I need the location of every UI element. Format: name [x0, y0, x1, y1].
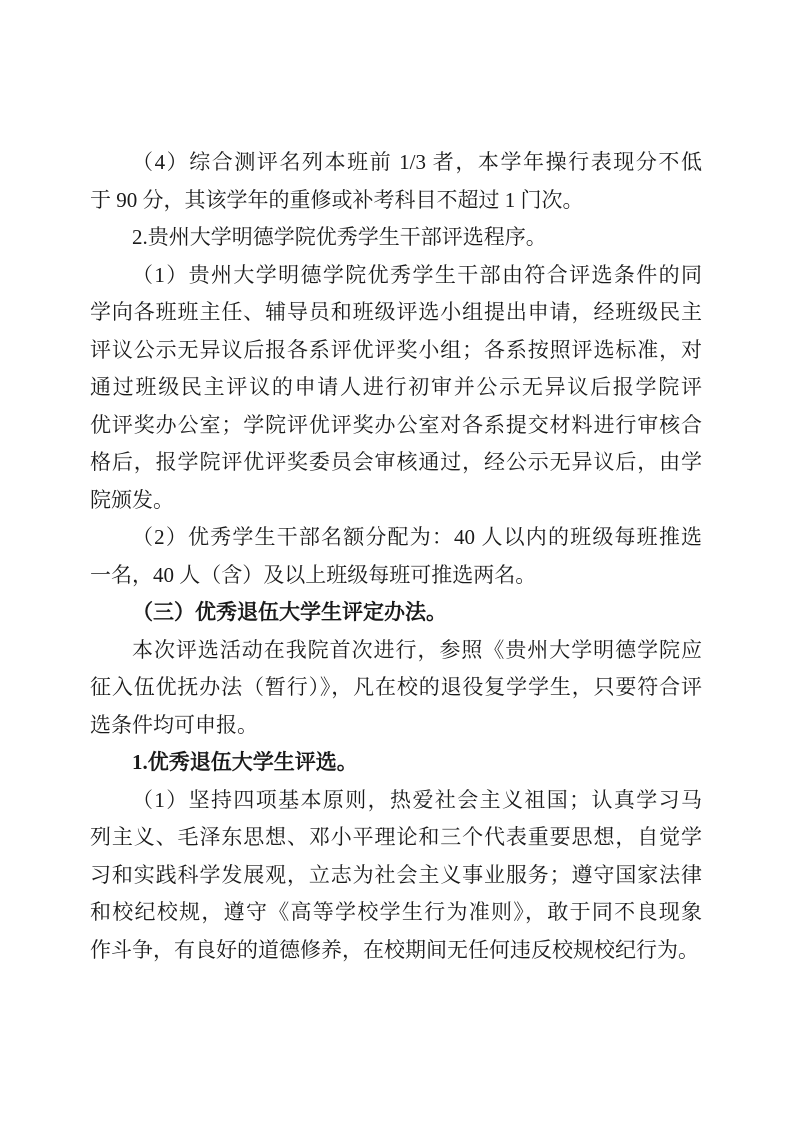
text-line: 本次评选活动在我院首次进行，参照《贵州大学明德学院应	[132, 637, 702, 662]
text-line: 2.贵州大学明德学院优秀学生干部评选程序。	[132, 225, 547, 249]
text-line: 学向各班班主任、辅导员和班级评选小组提出申请，经班级民主	[90, 300, 702, 324]
text-line: 列主义、毛泽东思想、邓小平理论和三个代表重要思想，自觉学	[90, 825, 702, 849]
text-line: 通过班级民主评议的申请人进行初审并公示无异议后报学院评	[90, 375, 702, 399]
text-line: 评议公示无异议后报各系评优评奖小组；各系按照评选标准，对	[90, 337, 702, 362]
document-content	[90, 144, 702, 969]
text-line: 习和实践科学发展观，立志为社会主义事业服务；遵守国家法律	[90, 862, 702, 887]
text-line: 院颁发。	[90, 487, 174, 512]
heading-line: （三）优秀退伍大学生评定办法。	[132, 600, 447, 624]
text-line: 征入伍优抚办法（暂行）》，凡在校的退役复学学生，只要符合评	[90, 675, 702, 699]
text-line: （2）优秀学生干部名额分配为：40 人以内的班级每班推选	[132, 525, 702, 549]
text-line: 选条件均可申报。	[90, 712, 258, 737]
text-line: 和校纪校规，遵守《高等学校学生行为准则》，敢于同不良现象	[90, 900, 702, 924]
text-line: （1）贵州大学明德学院优秀学生干部由符合评选条件的同	[132, 262, 702, 287]
text-line: 一名，40 人（含）及以上班级每班可推选两名。	[90, 562, 537, 587]
text-line: 作斗争，有良好的道德修养，在校期间无任何违反校规校纪行为。	[90, 937, 699, 962]
text-line: （4）综合测评名列本班前 1/3 者，本学年操行表现分不低	[132, 150, 702, 174]
text-line: 优评奖办公室；学院评优评奖办公室对各系提交材料进行审核合	[90, 412, 702, 437]
text-line: （1）坚持四项基本原则，热爱社会主义祖国；认真学习马	[132, 787, 702, 812]
text-line: 于 90 分，其该学年的重修或补考科目不超过 1 门次。	[90, 187, 584, 212]
heading-line: 1.优秀退伍大学生评选。	[132, 750, 358, 774]
text-line: 格后，报学院评优评奖委员会审核通过，经公示无异议后，由学	[90, 450, 702, 474]
